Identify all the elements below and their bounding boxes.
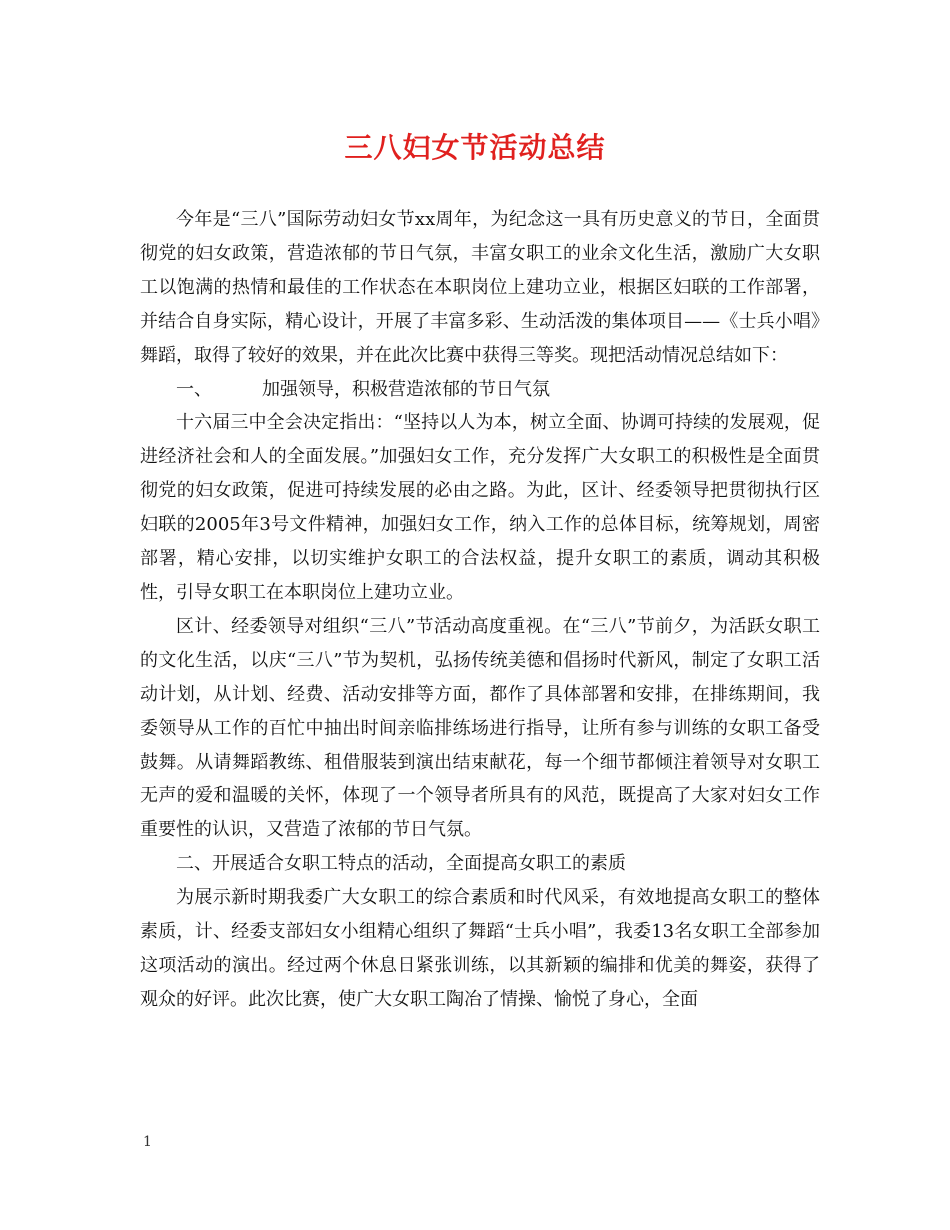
paragraph-activity: 为展示新时期我委广大女职工的综合素质和时代风采，有效地提高女职工的整体素质，计、经委支部妇女小组精心组织了舞蹈“士兵小唱”，我委13名女职工全部参加这项活动的演出。经过两个休息日紧张训练，以其新颖的编排和优美的舞姿，获得了观众的好评。此次比赛，使广大女职工陶冶了情操、愉悦了身心，全面 [140, 887, 820, 1010]
paragraph-decision: 十六届三中全会决定指出：“坚持以人为本，树立全面、协调可持续的发展观，促进经济社会和人的全面发展。”加强妇女工作，充分发挥广大女职工的积极性是全面贯彻党的妇女政策，促进可持续发展的必由之路。为此，区计、经委领导把贯彻执行区妇联的2005年3号文件精神，加强妇女工作，纳入工作的总体目标，统筹规划，周密部署，精心安排，以切实维护女职工的合法权益，提升女职工的素质，调动其积极性，引导女职工在本职岗位上建功立业。 [140, 412, 820, 603]
document-body [140, 203, 820, 1017]
page-number: 1 [143, 1134, 152, 1150]
section-heading-1-number: 一、 [176, 378, 212, 400]
paragraph-intro: 今年是“三八”国际劳动妇女节xx周年，为纪念这一具有历史意义的节日，全面贯彻党的妇女政策，营造浓郁的节日气氛，丰富女职工的业余文化生活，激励广大女职工以饱满的热情和最佳的工作状态在本职岗位上建功立业，根据区妇联的工作部署，并结合自身实际，精心设计，开展了丰富多彩、生动活泼的集体项目——《士兵小唱》舞蹈，取得了较好的效果，并在此次比赛中获得三等奖。现把活动情况总结如下： [140, 209, 820, 366]
section-heading-1-text: 加强领导，积极营造浓郁的节日气氛 [262, 378, 550, 400]
section-heading-1 [140, 373, 820, 407]
document-title: 三八妇女节活动总结 [344, 131, 606, 164]
section-heading-2: 二、开展适合女职工特点的活动，全面提高女职工的素质 [176, 853, 626, 875]
paragraph-leadership: 区计、经委领导对组织“三八”节活动高度重视。在“三八”节前夕，为活跃女职工的文化生活，以庆“三八”节为契机，弘扬传统美德和倡扬时代新风，制定了女职工活动计划，从计划、经费、活动安排等方面，都作了具体部署和安排，在排练期间，我委领导从工作的百忙中抽出时间亲临排练场进行指导，让所有参与训练的女职工备受鼓舞。从请舞蹈教练、租借服装到演出结束献花，每一个细节都倾注着领导对女职工无声的爱和温暖的关怀，体现了一个领导者所具有的风范，既提高了大家对妇女工作重要性的认识，又营造了浓郁的节日气氛。 [140, 615, 820, 841]
